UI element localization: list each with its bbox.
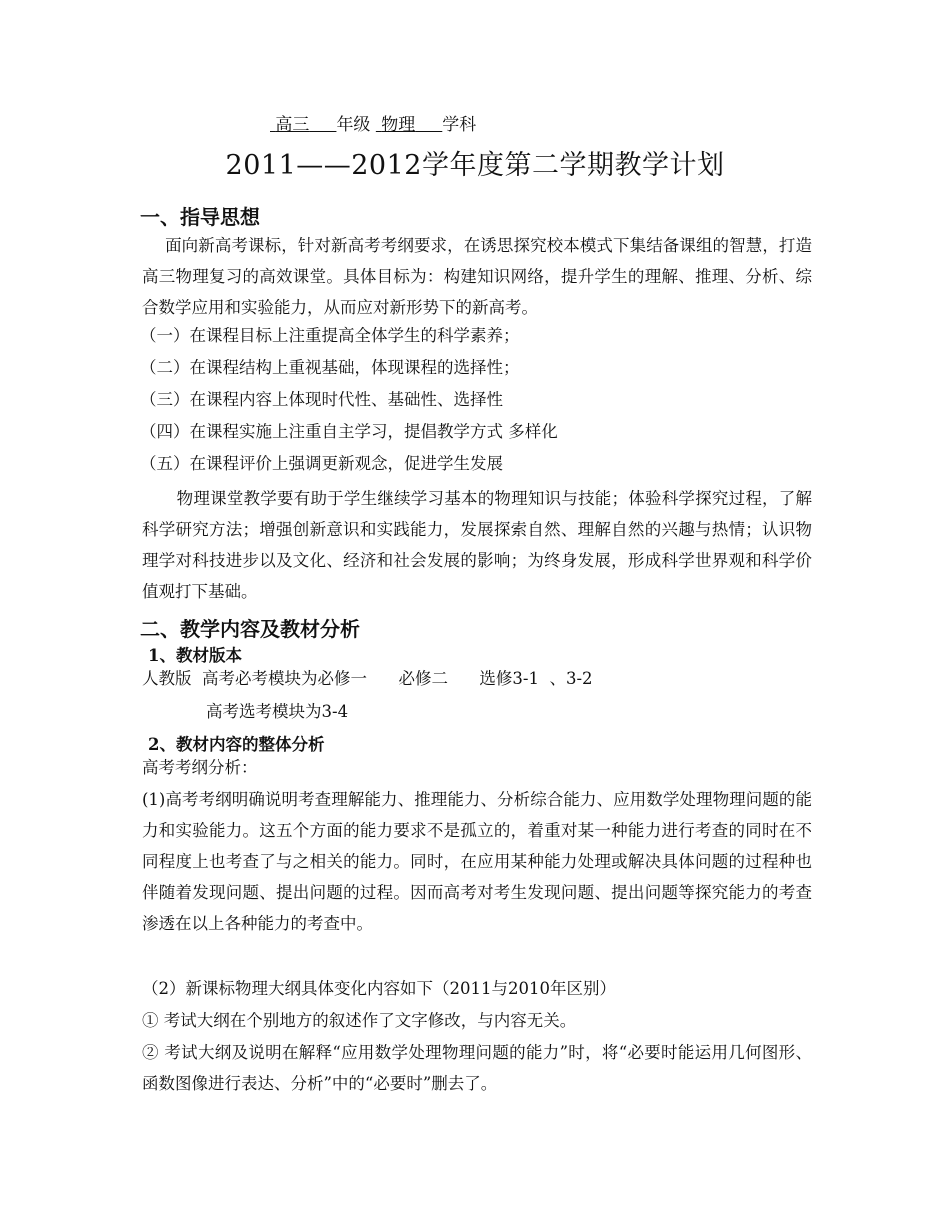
- section1-heading: 一、指导思想: [140, 205, 260, 229]
- exam-outline-label: 高考考纲分析：: [142, 758, 258, 777]
- section1-item-2: （二）在课程结构上重视基础，体现课程的选择性；: [140, 358, 520, 377]
- grade-word: 年级: [336, 115, 371, 135]
- textbook-edition-heading: 1、教材版本: [148, 646, 242, 665]
- content-analysis-heading: 2、教材内容的整体分析: [148, 735, 325, 754]
- section1-intro: 面向新高考课标，针对新高考考纲要求，在诱思探究校本模式下集结备课组的智慧，打造高三物理复习的高效课堂。具体目标为：构建知识网络，提升学生的理解、推理、分析、综合数学应用和实验能力，从而应对新形势下的新高考。: [142, 236, 812, 317]
- section1-closing: 物理课堂教学要有助于学生继续学习基本的物理知识与技能；体验科学探究过程，了解科学研究方法；增强创新意识和实践能力，发展探索自然、理解自然的兴趣与热情；认识物理学对科技进步以及文化、经济和社会发展的影响；为终身发展，形成科学世界观和科学价值观打下基础。: [142, 489, 812, 601]
- analysis-point-2: （2）新课标物理大纲具体变化内容如下（2011与2010年区别）: [142, 979, 616, 998]
- change-item-2: ② 考试大纲及说明在解释“应用数学处理物理问题的能力”时，将“必要时能运用几何图形、函数图像进行表达、分析”中的“必要时”删去了。: [142, 1043, 812, 1093]
- section1-item-3: （三）在课程内容上体现时代性、基础性、选择性: [140, 390, 503, 409]
- section1-item-5: （五）在课程评价上强调更新观念，促进学生发展: [140, 454, 503, 473]
- change-item-1: ① 考试大纲在个别地方的叙述作了文字修改，与内容无关。: [142, 1011, 577, 1030]
- document-title: 2011——2012学年度第二学期教学计划: [225, 150, 725, 181]
- grade-subject-line: [270, 113, 476, 137]
- section1-item-4: （四）在课程实施上注重自主学习，提倡教学方式 多样化: [140, 422, 558, 441]
- subject-value: 物理: [381, 115, 416, 135]
- analysis-point-1: (1)高考考纲明确说明考查理解能力、推理能力、分析综合能力、应用数学处理物理问题的能力和实验能力。这五个方面的能力要求不是孤立的，着重对某一种能力进行考查的同时在不同程度上也考查了与之相关的能力。同时，在应用某种能力处理或解决具体问题的过程种也伴随着发现问题、提出问题的过程。因而高考对考生发现问题、提出问题等探究能力的考查渗透在以上各种能力的考查中。: [142, 790, 812, 933]
- section2-heading: 二、教学内容及教材分析: [140, 617, 360, 641]
- grade-value: 高三: [275, 115, 310, 135]
- textbook-edition-line-1: 人教版 高考必考模块为必修一 必修二 选修3-1 、3-2: [142, 669, 593, 688]
- textbook-edition-line-2: 高考选考模块为3-4: [206, 702, 349, 721]
- section1-item-1: （一）在课程目标上注重提高全体学生的科学素养；: [140, 326, 520, 345]
- subject-word: 学科: [442, 115, 477, 135]
